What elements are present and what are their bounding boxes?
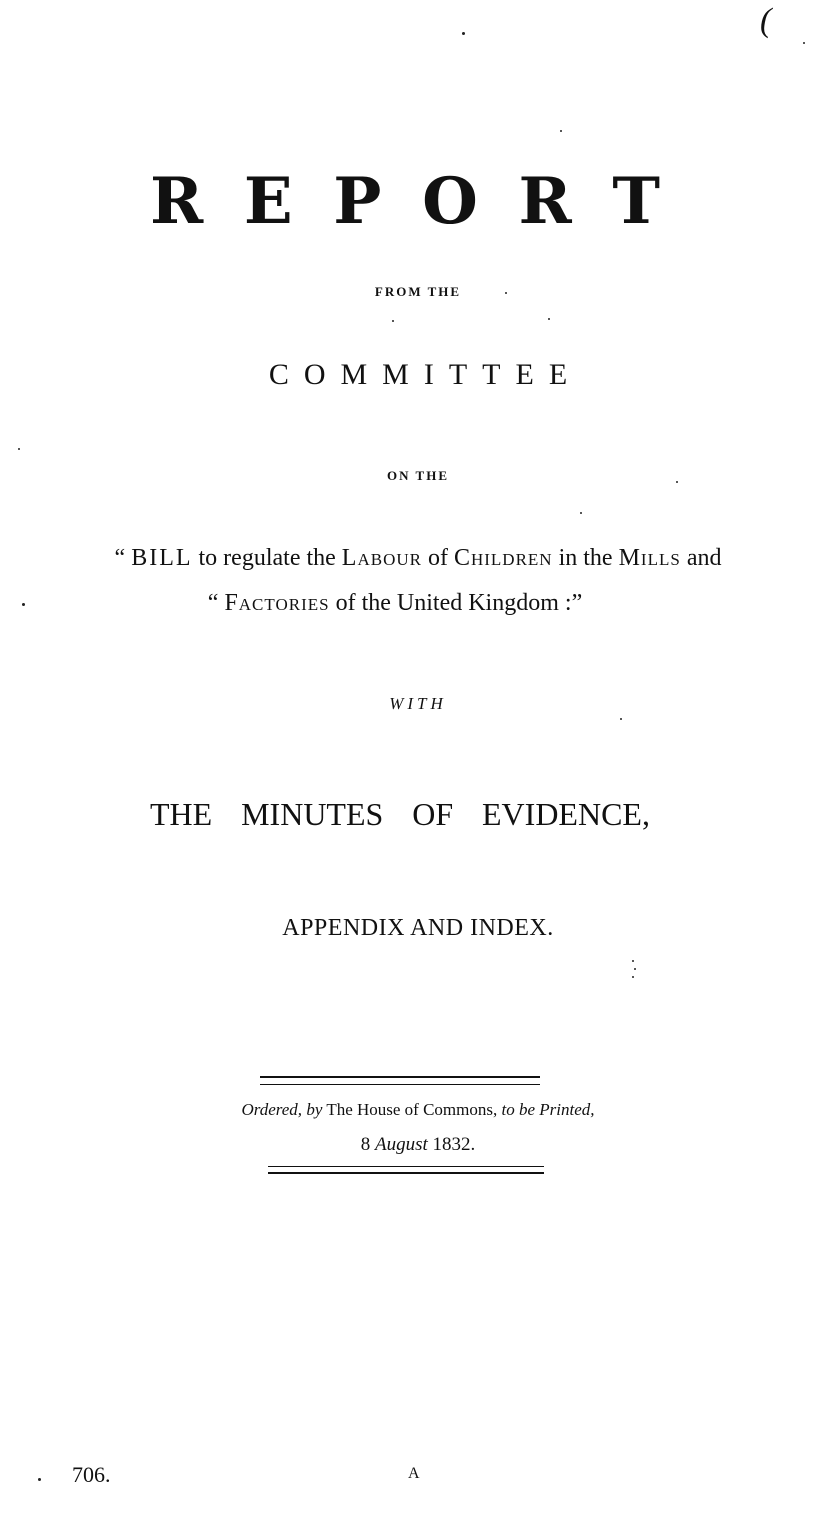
ordered-word: Ordered, <box>241 1100 303 1119</box>
bill-word: BILL <box>131 545 193 571</box>
speck <box>803 42 805 44</box>
bill-factories: Factories <box>224 590 330 616</box>
speck <box>22 603 25 606</box>
corner-mark: ( <box>760 2 772 39</box>
title-letter-r2: R <box>518 164 572 239</box>
report-title <box>150 164 660 240</box>
bill-labour: Labour <box>341 545 422 571</box>
bill-title-line-1 <box>0 545 836 572</box>
minutes-word-3: OF <box>412 796 454 832</box>
ordered-to-be: to be <box>501 1100 536 1119</box>
minutes-word-2: MINUTES <box>241 796 384 832</box>
speck <box>462 32 465 35</box>
double-rule-top <box>260 1076 540 1085</box>
ordered-by: by <box>306 1100 323 1119</box>
speck <box>38 1478 41 1481</box>
speck <box>392 320 394 322</box>
bill-text-3: in the <box>558 545 613 571</box>
appendix-and-index-line: APPENDIX AND INDEX. <box>282 915 554 941</box>
title-letter-o: O <box>422 164 478 239</box>
ordered-line <box>0 1100 836 1120</box>
speck <box>676 481 678 483</box>
bill-children: Children <box>453 545 553 571</box>
speck <box>580 512 582 514</box>
date-month: August <box>374 1134 428 1155</box>
bill-open-quote-2: “ <box>207 590 219 616</box>
minutes-word-4: EVIDENCE, <box>482 796 650 832</box>
speck <box>505 292 507 294</box>
with-line: WITH <box>389 694 447 713</box>
ordered-printed: Printed, <box>539 1100 595 1119</box>
bill-text-2: of <box>427 545 448 571</box>
committee-heading: COMMITTEE <box>268 358 583 391</box>
speck <box>632 960 634 962</box>
page-number: 706. <box>72 1462 111 1487</box>
bill-text-5: of the United Kingdom :” <box>335 590 583 616</box>
from-the-line: FROM THE <box>374 284 462 299</box>
date-line <box>0 1134 836 1156</box>
bill-open-quote: “ <box>114 545 126 571</box>
title-letter-r: R <box>150 164 204 239</box>
speck <box>620 718 622 720</box>
date-year: 1832. <box>432 1134 476 1155</box>
bill-mills: Mills <box>618 545 681 571</box>
ordered-house: The House of Commons, <box>326 1100 498 1119</box>
title-letter-e: E <box>243 164 293 239</box>
speck <box>18 448 20 450</box>
signature-mark: A <box>408 1465 420 1482</box>
speck <box>634 968 636 970</box>
title-letter-t: T <box>612 164 660 239</box>
bill-text-1: to regulate the <box>198 545 336 571</box>
minutes-word-1: THE <box>150 796 213 832</box>
title-letter-p: P <box>333 164 382 239</box>
bill-title-line-2 <box>0 590 790 617</box>
speck <box>560 130 562 132</box>
speck <box>548 318 550 320</box>
minutes-of-evidence-heading <box>150 796 650 833</box>
double-rule-bottom <box>268 1166 544 1174</box>
date-day: 8 <box>360 1134 371 1155</box>
bill-text-4: and <box>686 545 722 571</box>
speck <box>632 976 634 978</box>
on-the-line: ON THE <box>387 468 449 483</box>
